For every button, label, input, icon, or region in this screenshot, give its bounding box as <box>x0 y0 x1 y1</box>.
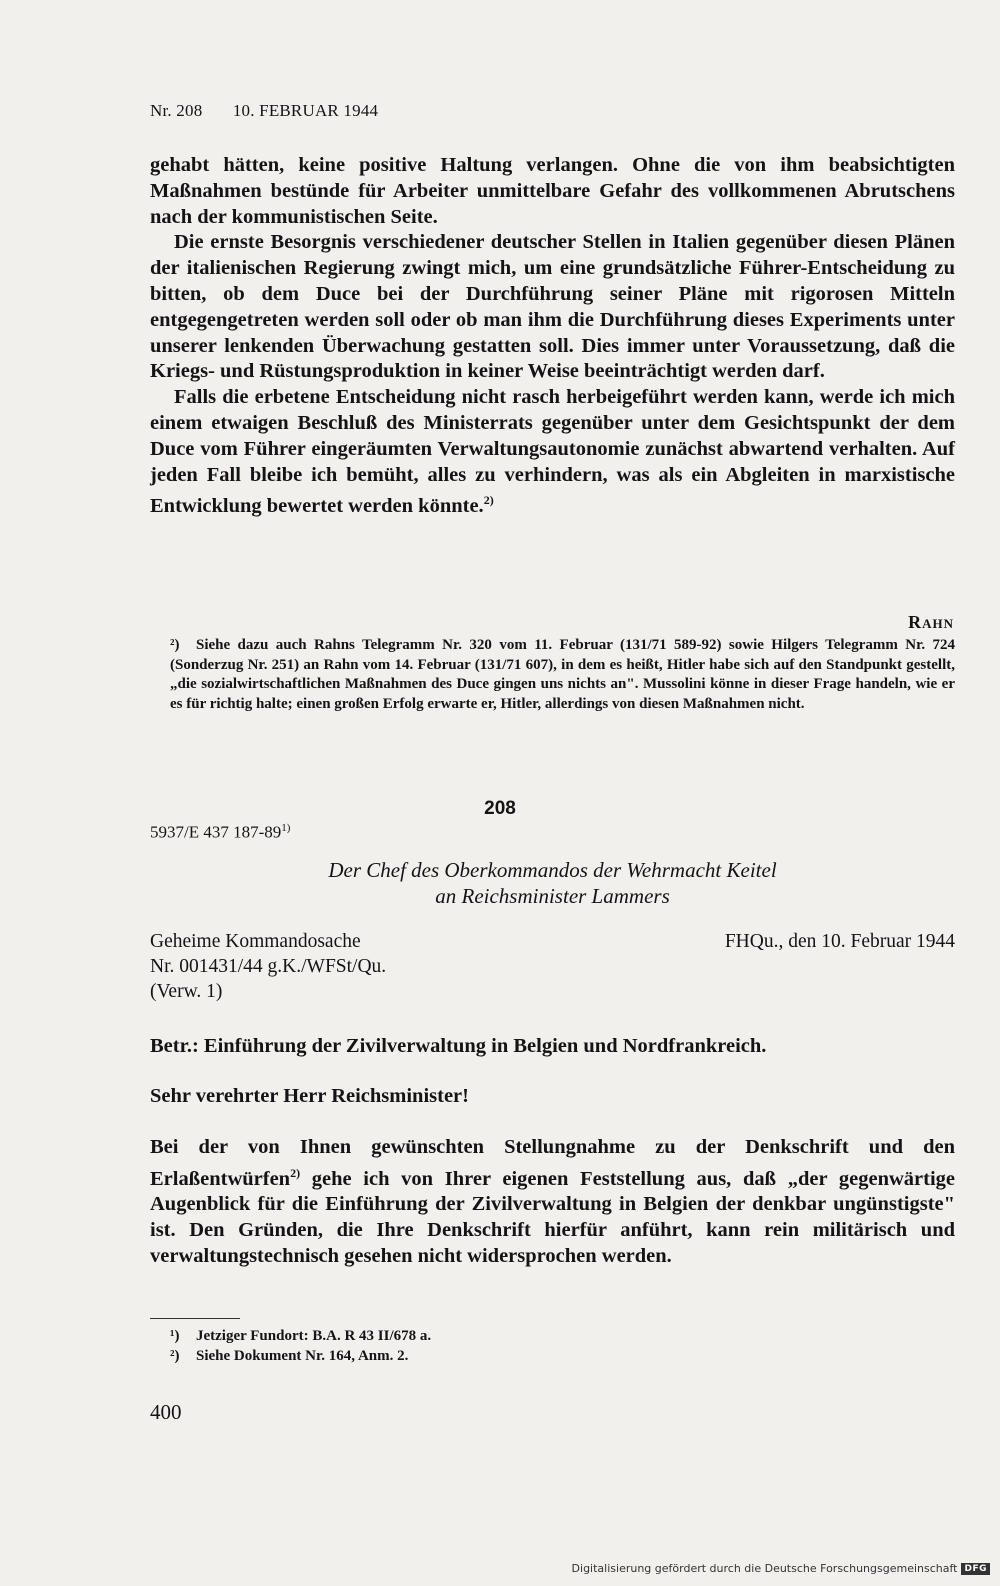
dfg-logo-icon: DFG <box>961 1563 990 1575</box>
file-number: Nr. 001431/44 g.K./WFSt/Qu. <box>150 956 387 977</box>
footnote-1-bottom <box>170 1327 955 1347</box>
meta-line-1 <box>150 930 955 955</box>
letter-body-part-1: Bei der von Ihnen gewünschten Stellungnahme zu der Denkschrift und den Erlaßentwürfen <box>150 1136 955 1190</box>
footnote-2-bottom <box>170 1347 955 1367</box>
running-head-date: 10. FEBRUAR 1944 <box>232 101 379 120</box>
footnote-divider <box>150 1318 240 1319</box>
letter-paragraph-1 <box>150 1135 955 1270</box>
letter-body <box>150 1135 955 1270</box>
continuation-paragraph-3 <box>150 385 955 520</box>
footnote-mark: ²) <box>170 1347 180 1364</box>
footnote-top <box>170 636 955 714</box>
document-title-line-1: Der Chef des Oberkommandos der Wehrmacht Keitel <box>328 858 777 882</box>
paragraph-3-text: Falls die erbetene Entscheidung nicht rasch herbeigeführt werden kann, werde ich mich einem etwaigen Beschluß des Ministerrats gegenüber unter dem Gesichtspunkt der dem Duce vom Führer eingeräumten Verwaltungsautonomie zunächst abwartend verhalten. Auf jeden Fall bleibe ich bemüht, alles zu verhindern, was als ein Abgleiten in marxistische Entwicklung bewertet werden könnte. <box>150 386 955 518</box>
salutation: Sehr verehrter Herr Reichsminister! <box>150 1085 469 1107</box>
archive-reference-mark: 1) <box>281 822 291 834</box>
digitization-credit <box>572 1562 990 1575</box>
letter-body-part-2: gehe ich von Ihrer eigenen Feststellung aus, daß „der gegenwärtige Augenblick für die Einführung der Zivilverwaltung in Belgien der denkbar ungünstigste" ist. Den Gründen, die Ihre Denkschrift hierfür anführt, kann rein militärisch und verwaltungstechnisch gesehen nicht widersprochen werden. <box>150 1167 955 1268</box>
signature-rahn: Rahn <box>908 612 954 632</box>
footnote-2-top <box>170 636 955 714</box>
digitization-credit-text: Digitalisierung gefördert durch die Deutsche Forschungsgemeinschaft <box>571 1562 958 1575</box>
running-head-doc-number: Nr. 208 <box>150 101 203 120</box>
document-title-line-2: an Reichsminister Lammers <box>435 884 670 908</box>
page-number: 400 <box>150 1400 182 1424</box>
classification: Geheime Kommandosache <box>150 931 361 952</box>
continuation-paragraph-1: gehabt hätten, keine positive Haltung verlangen. Ohne die von ihm beabsichtigten Maßnahmen bestünde für Arbeiter unmittelbare Gefahr des vollkommenen Abrutschens nach der kommunistischen Seite. <box>150 154 955 228</box>
continuation-paragraph-2: Die ernste Besorgnis verschiedener deutscher Stellen in Italien gegenüber diesen Plänen der italienischen Regierung zwingt mich, um eine grundsätzliche Führer-Entscheidung zu bitten, ob dem Duce bei der Durchführung seiner Pläne mit rigorosen Mitteln entgegengetreten werden soll oder ob man ihm die Durchführung dieses Experiments unter unserer lenkenden Überwachung gestatten soll. Dies immer unter Voraussetzung, daß die Kriegs- und Rüstungsproduktion in keiner Weise beeinträchtigt werden darf. <box>150 231 955 383</box>
letter-footnote-reference: 2) <box>290 1165 301 1180</box>
archive-reference-text: 5937/E 437 187-89 <box>150 822 282 842</box>
archive-reference <box>150 822 290 843</box>
footnote-mark: ²) <box>170 637 180 653</box>
running-head <box>150 101 378 121</box>
continuation-text <box>150 153 955 520</box>
footnote-text: Jetziger Fundort: B.A. R 43 II/678 a. <box>196 1328 432 1344</box>
footnotes-bottom <box>170 1327 955 1366</box>
place-date: FHQu., den 10. Februar 1944 <box>724 931 955 952</box>
footnote-reference: 2) <box>483 493 494 508</box>
footnote-text: Siehe Dokument Nr. 164, Anm. 2. <box>196 1347 409 1364</box>
footnote-mark: ¹) <box>170 1328 180 1344</box>
file-sub: (Verw. 1) <box>150 981 223 1002</box>
subject-line: Betr.: Einführung der Zivilverwaltung in Belgien und Nordfrankreich. <box>150 1035 767 1057</box>
footnote-text: Siehe dazu auch Rahns Telegramm Nr. 320 vom 11. Februar (131/71 589-92) sowie Hilgers Telegramm Nr. 724 (Sonderzug Nr. 251) an Rahn vom 14. Februar (131/71 607), in dem es heißt, Hitler habe sich auf den Standpunkt gestellt, „die sozialwirtschaftlichen Maßnahmen des Duce gingen uns nichts an". Mussolini könne in dieser Frage handeln, wie er es für richtig halte; einen großen Erfolg erwarte er, Hitler, allerdings von diesen Maßnahmen nicht. <box>170 637 955 712</box>
document-number: 208 <box>484 798 516 819</box>
